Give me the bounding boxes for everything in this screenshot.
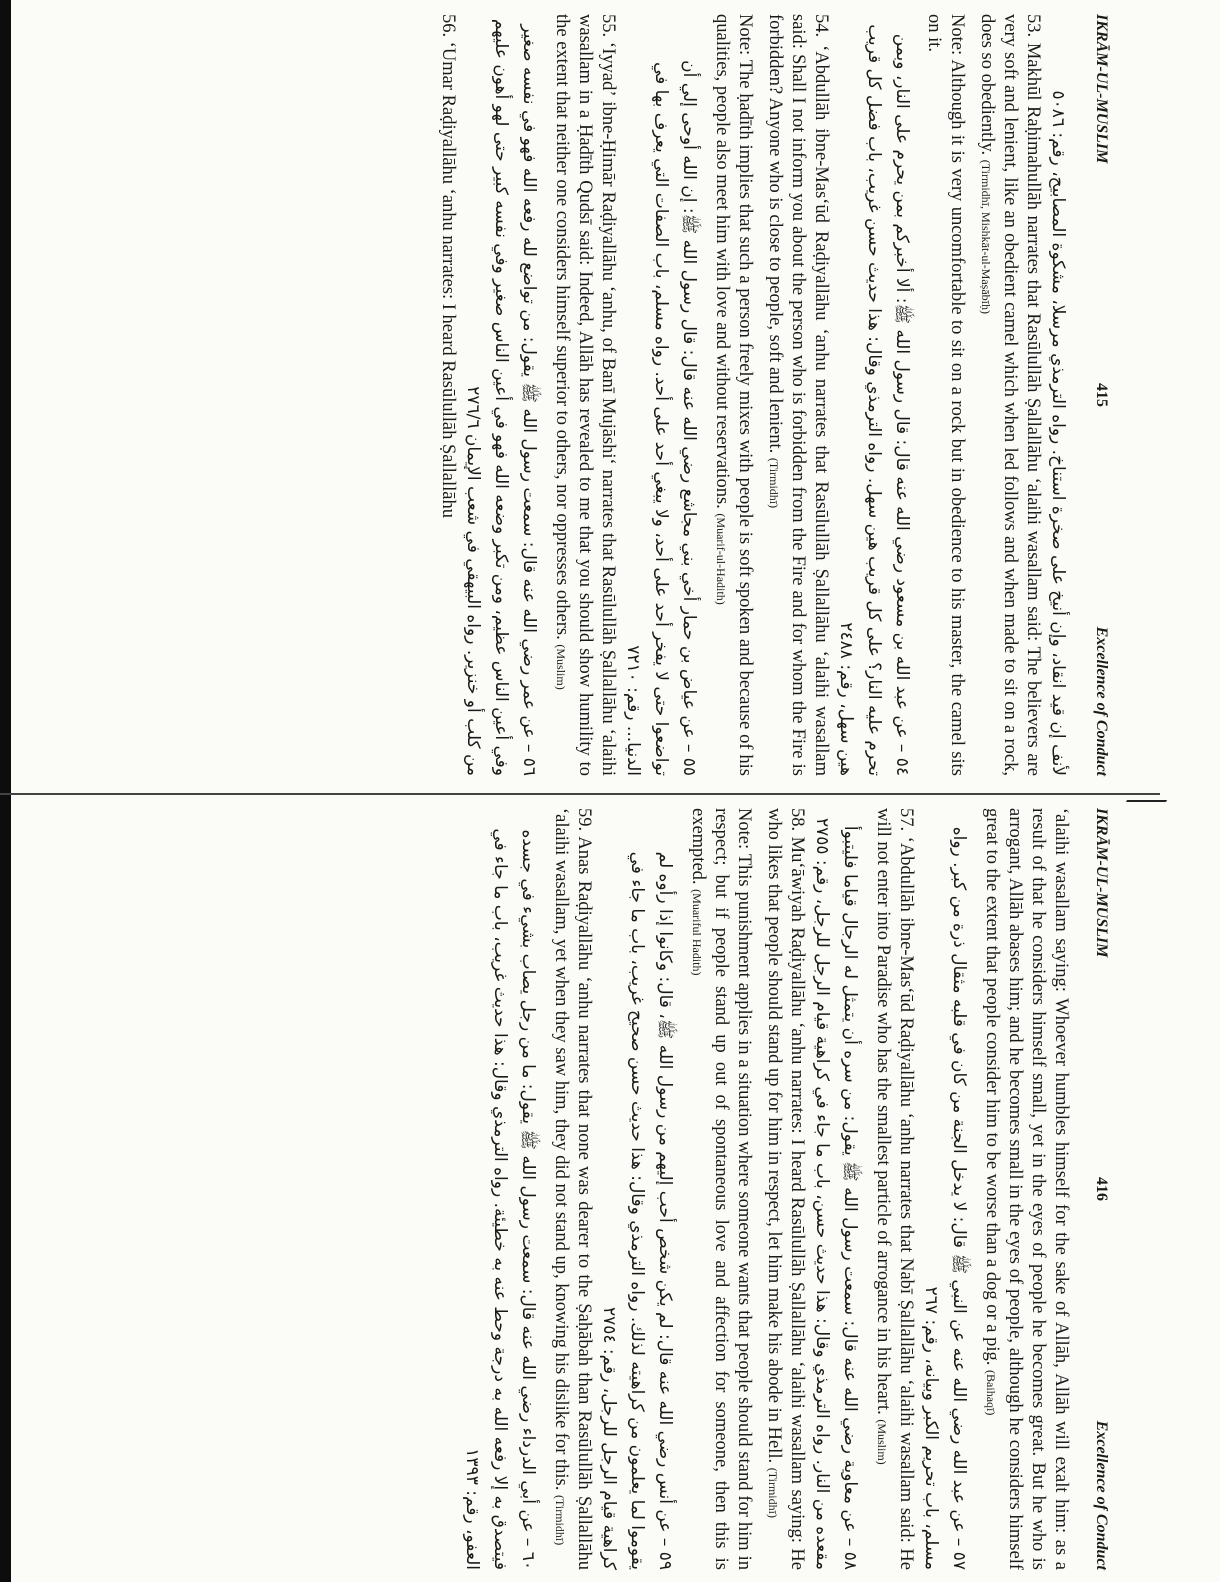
arabic-text: ٥٧ – عن عبد الله رضي الله عنه عن النبي ﷺ قال: لا يدخل الجنة من كان في قلبه مثقال ذرة من كبر. رواه مسلم، باب تحريم الكبر وبيانه، رقم: ٢٦٧ — [921, 826, 969, 1570]
section-title: Excellence of Conduct — [1093, 626, 1110, 776]
arabic-text: ٥٩ – عن أنس رضي الله عنه قال: لم يكن شخص أحب إليهم من رسول الله ﷺ، قال: وكانوا إذا رأوه لم يقوموا لما يعلمون من كراهيته لذلك. رواه الترمذي وقال: هذا حديث حسن صحيح غريب، باب ما جاء في كراهية قيام الرجل للرجل، رقم: ٢٧٥٤ — [599, 851, 675, 1570]
hadith-55: 55. ʻIyyadʼ ibne-Ḥimār Raḍiyallāhu ʻanhu, of Banī Mujāshiʻ narrates that Rasūlullāh Ṣallallāhu ʻalaihi wasallam in a Ḥadīth Qudsī said: Indeed, Allāh has revealed to me that you should show humility to the extent that neither one considers himself superior to others, nor oppresses others. (Muslim) — [552, 14, 618, 776]
hadith-56-cont: ʻalaihi wasallam saying: Whoever humbles himself for the sake of Allāh, Allāh will exalt him: as a result of that he considers himself small, yet in the eyes of people he becomes great. But he who is arrogant, Allāh abases him; and he becomes small in the eyes of people, although he considers himself great to the extent that people consider him to be worse than a dog or a pig. (Baihaqī) — [982, 808, 1071, 1570]
hadith-54: 54. ʻAbdullāh ibne-Masʻūd Raḍiyallāhu ʻanhu narrates that Rasūlullāh Ṣallallāhu ʻalaihi wasallam said: Shall I not inform you about the person who is forbidden from the Fire and for whom the Fire is forbidden? Anyone who is close to people, soft and lenient. (Tirmidhī) — [765, 14, 831, 776]
running-header — [1072, 14, 1116, 776]
book-title: IKRĀM-UL-MUSLIM — [1093, 14, 1110, 164]
hadith-56-start: 56. ʻUmar Raḍiyallāhu ʻanhu narrates: I heard Rasūlullāh Ṣallallāhu — [438, 14, 458, 518]
arabic-text: ٥٤ – عن عبد الله بن مسعود رضي الله عنه قال: قال رسول الله ﷺ: ألا أخبركم بمن يحرم على النار، وبمن تحرم عليه النار؟ على كل قريب هين سهل. رواه الترمذي وقال: هذا حديث حسن غريب، باب فضل كل قريب هين سهل، رقم: ٢٤٨٨ — [836, 24, 912, 776]
page-gutter — [0, 788, 1220, 802]
note-53: Note: Although it is very uncomfortable to sit on a rock but in obedience to his master, the camel sits on it. — [924, 14, 967, 776]
page-416 — [26, 804, 1116, 1574]
hadith-53: 53. Makhūl Raḥimahullāh narrates that Rasūlullāh Ṣallallāhu ʻalaihi wasallam said: The believers are very soft and lenient, like an obedient camel which when led follows and when made to sit on a rock, does so obediently. (Tirmidhī, Mishkāt-ul-Maṣābīḥ) — [977, 14, 1043, 776]
page-number: 415 — [1093, 383, 1110, 408]
hadith-58: 58. Muʻāwiyah Raḍiyallāhu ʻanhu narrates: I heard Rasūlullāh Ṣallallāhu ʻalaihi wasallam saying: He who likes that people should stand up for him in respect, let him make his abode in Hell. (Tirmidhī) — [764, 808, 807, 1570]
arabic-text: ٥٥ – عن عياض بن حمار أخي بني مجاشع رضي الله عنه قال: قال رسول الله ﷺ: إن الله أوحى إلي أن تواضعوا حتى لا يفخر أحد على أحد، ولا يبغي أحد على أحد. رواه مسلم، باب الصفات التي يعرف بها في الدنيا... رقم: ٧٢١٠ — [623, 60, 699, 776]
running-header — [1072, 808, 1116, 1570]
arabic-text: لأنف إن قيد انقاد، وإن أنيخ على صخرة استناخ. رواه الترمذي مرسلا، مشكوة المصابيح، رقم: ٥٠٨٦ — [1048, 90, 1068, 776]
book-title: IKRĀM-UL-MUSLIM — [1093, 808, 1110, 958]
page-body — [436, 14, 1072, 776]
arabic-text: ٦٠ – عن أبي الدرداء رضي الله عنه قال: سمعت رسول الله ﷺ يقول: ما من رجل يصاب بشيء في جسده فيتصدق به إلا رفعه الله به درجة وحط عنه به خطيئة. رواه الترمذي وقال: هذا حديث غريب، باب ما جاء في العفو، رقم: ١٣٩٣ — [462, 828, 538, 1570]
page-body — [458, 808, 1072, 1570]
page-415 — [26, 10, 1116, 780]
page-number: 416 — [1093, 1177, 1110, 1202]
note-58: Note: This punishment applies in a situation where someone wants that people should stand for him in respect; but if people stand up out of spontaneous love and affection for someone, then this is exempted. (Muariful Hadith) — [688, 808, 754, 1570]
arabic-text: ٥٨ – عن معاوية رضي الله عنه قال: سمعت رسول الله ﷺ يقول: من سره أن يتمثل له الرجال قياما فليتبوأ مقعده من النار. رواه الترمذي وقال: هذا حديث حسن، باب ما جاء في كراهية قيام الرجل للرجل، رقم: ٢٧٥٥ — [812, 817, 860, 1570]
hadith-59: 59. Anas Raḍiyallāhu ʻanhu narrates that none was dearer to the Ṣaḥābah than Rasūlullāh Ṣallallāhu ʻalaihi wasallam, yet when they saw him, they did not stand up, knowing his dislike for this. (Tirmidhī) — [551, 808, 594, 1570]
gutter-mark — [1126, 788, 1174, 802]
arabic-text: ٥٦ – عن عمر رضي الله عنه قال: سمعت رسول الله ﷺ يقول: من تواضع لله رفعه الله فهو في نفسه صغير وفي أعين الناس عظيم، ومن تكبر وضعه الله فهو في أعين الناس صغير وفي نفسه كبير حتى لهو أهون عليهم من كلب أو خنزير. رواه البيهقي في شعب الإيمان ٢٧٦/٦ — [463, 18, 539, 776]
hadith-57: 57. ʻAbdullāh ibne-Masʻūd Raḍiyallāhu ʻanhu narrates that Nabī Ṣallallāhu ʻalaihi wasallam said: He will not enter into Paradise who has the smallest particle of arrogance in his heart. (Muslim) — [873, 808, 916, 1570]
section-title: Excellence of Conduct — [1093, 1420, 1110, 1570]
note-54: Note: The ḥadīth implies that such a person freely mixes with people is soft spoken and because of his qualities, people also meet him with love and without reservations. (Muarif-ul-Hadith) — [712, 14, 755, 776]
gutter-line — [0, 793, 1160, 795]
